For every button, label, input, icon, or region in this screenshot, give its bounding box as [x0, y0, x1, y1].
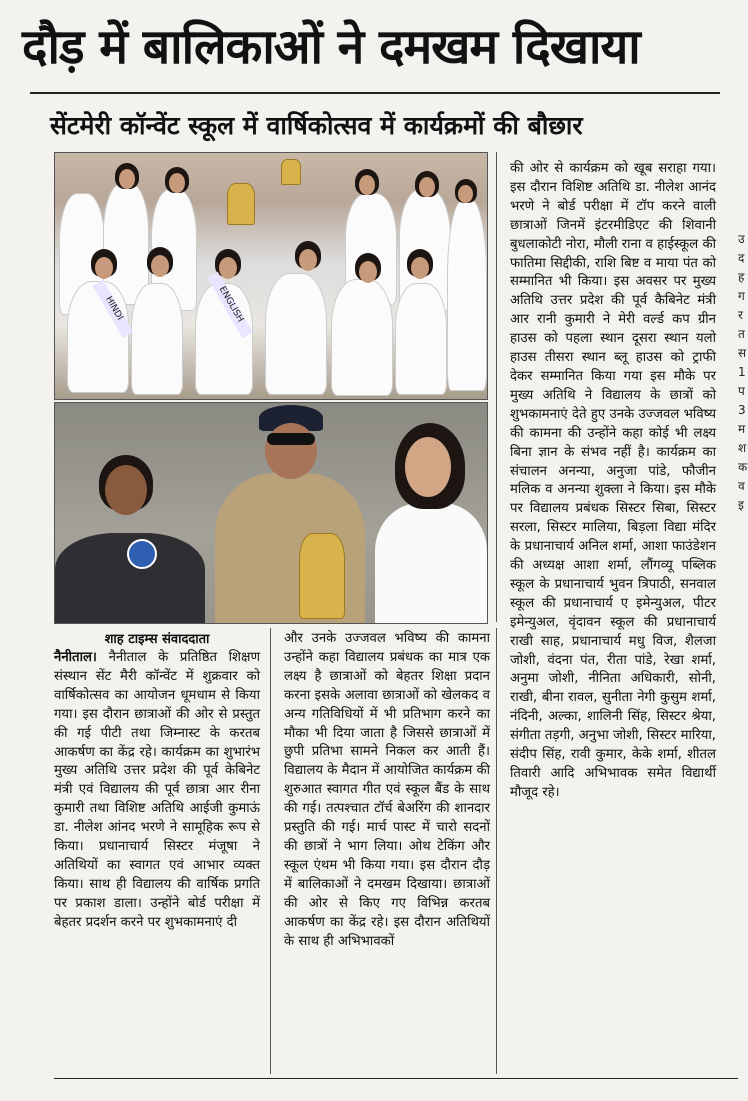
sash-label: ENGLISH [207, 272, 252, 339]
bottom-rule [54, 1078, 738, 1079]
subheadline: सेंटमेरी कॉन्वेंट स्कूल में वार्षिकोत्सव में कार्यक्रमों की बौछार [50, 111, 583, 140]
sash-label: HINDI [93, 280, 133, 338]
adjacent-article-fragment: उ द ह ग र त स 1 प 3 म श क व इ [738, 232, 748, 512]
trophy [281, 159, 301, 185]
column-1-text: नैनीताल के प्रतिष्ठित शिक्षण संस्थान सेंट मैरी कॉन्वेंट में शुक्रवार को वार्षिकोत्सव का आयोजन धूमधाम से किया गया। इस दौरान छात्राओं की ओर से प्रस्तुत की गई पीटी तथा जिम्नास्ट के करतब आकर्षण का केंद्र रहे। कार्यक्रम का शुभारंभ मुख्य अतिथि उत्तर प्रदेश की पूर्व केबिनेट मंत्री एवं विद्यालय की पूर्व छात्रा आर रीना कुमारी तथा विशिष्ट अतिथि आईजी कुमाऊं डा. नीलेश आंनद भरणे ने सामूहिक रूप से किया। प्रधानाचार्य सिस्टर मंजूषा ने अतिथियों का स्वागत एवं आभार व्यक्त किया। साथ ही विद्यालय की वार्षिक प्रगति पर प्रकाश डाला। उन्होंने बोर्ड परीक्षा में बेहतर प्रदर्शन करने पर शुभकामनाएं दी [54, 650, 260, 930]
column-2-text: और उनके उज्जवल भविष्य की कामना उन्होंने कहा विद्यालय प्रबंधक का मात्र एक लक्ष्य है छात्राओं को बेहतर शिक्षा प्रदान करना इसके अलावा छात्राओं को खेलकद व अन्य गतिविधियों में भी प्रतिभाग करने का मौका भी दिया जाता है जिससे छात्राओं में छुपी प्रतिभा सामने निकल कर आती हैं। विद्यालय के मैदान में आयोजित कार्यक्रम की शुरुआत स्वागत गीत एवं स्कूल बैंड के साथ की गई। तत्पश्चात टॉर्च बेअरिंग की शानदार प्रस्तुति की गई। मार्च पास्ट में चारो सदनों की छात्रों ने भाग लिया। ओथ टेकिंग और स्कूल एंथम भी किया गया। इस दौरान दौड़ में बालिकाओं ने दमखम दिखाया। छात्राओं की ओर से किए गए विभिन्न करतब आकर्षण का केंद्र रहे। इस दौरान अतिथियों के साथ ही अभिभावकों [284, 631, 490, 949]
byline: शाह टाइम्स संवाददाता [104, 632, 210, 647]
article-column-3 [510, 160, 716, 803]
trophy [227, 183, 255, 225]
headline-rule [30, 92, 720, 94]
dateline: नैनीताल। [54, 650, 97, 665]
column-3-text: की ओर से कार्यक्रम को खूब सराहा गया। इस दौरान विशिष्ट अतिथि डा. नीलेश आनंद भरणे ने बोर्ड परीक्षा में टॉप करने वाली छात्राओं जिनमें इंटरमीडिएट की शिवानी बुधलाकोटी नोरा, मौली राना व हाईस्कूल की फातिमा सिद्दीकी, राशि बिष्ट व माया पंत को सम्मानित भी किया। इस अवसर पर मुख्य अतिथि उत्तर प्रदेश की पूर्व कैबिनेट मंत्री आर रानी कुमारी ने मेरी वर्ल्ड कप ग्रीन हाउस को पहला स्थान दूसरा स्थान यलो हाउस तीसरा स्थान ब्लू हाउस को ट्राफी देकर सम्मानित किया गया इस मौके पर मुख्य अतिथि ने विद्यालय के छात्रों को शुभकामनाएं देते हुए उनके उज्जवल भविष्य की कामना की उन्होंने कहा कोई भी लक्ष्य बिना ज्ञान के संभव नहीं है। कार्यक्रम का संचालन अनन्या, अनुजा पांडे, फौजीन मलिक व अनन्या शुक्ला ने किया। इस मौके पर विद्यालय प्रबंधक सिस्टर सिबा, सिस्टर सरला, सिस्टर मालिया, बिड़ला विद्या मंदिर के प्रधानाचार्य अनिल शर्मा, आशा फाउंडेशन की अध्यक्ष आशा शर्मा, लौंगव्यू पब्लिक स्कूल के प्रधानाचार्य भुवन त्रिपाठी, सनवाल स्कूल की प्रधानाचार्य ए इमेन्युअल, पीटर इमेन्युअल, वृंदावन स्कूल की प्रधानाचार्य राखी साह, प्रधानाचार्य मधु विज, शैलजा जोशी, वंदना पंत, रीता पांडे, रेखा शर्मा, अनुमा जोशी, नीनिता अधिकारी, सोनी, राखी, बीना रावल, सुनीता नेगी कुसुम शर्मा, नंदिनी, अल्का, शालिनी सिंह, सिस्टर श्रेया, संगीता तड़गी, अनुभा जोशी, सिस्टर मारिया, संदीप सिंह, रावी कुमार, केके शर्मा, शीतल तिवारी आदि अभिभावक समेत विद्यार्थी मौजूद रहे। [510, 161, 716, 800]
award-photo [54, 402, 488, 624]
article-column-2 [284, 630, 490, 951]
headline: दौड़ में बालिकाओं ने दमखम दिखाया [22, 19, 640, 75]
trophy [299, 533, 345, 619]
article-column-1 [54, 630, 260, 933]
group-photo [54, 152, 488, 400]
